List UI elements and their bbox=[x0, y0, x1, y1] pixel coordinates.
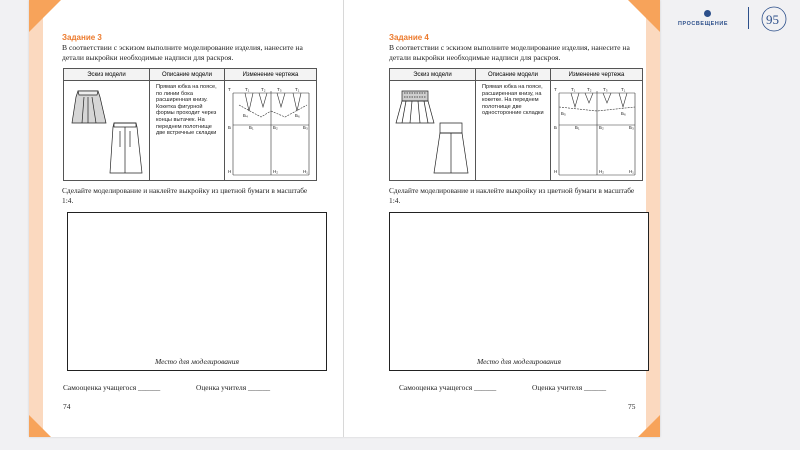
drawing-label: Б bbox=[228, 125, 231, 130]
pattern-drawing-cell bbox=[225, 81, 317, 181]
teacher-assessment: Оценка учителя ______ bbox=[196, 383, 271, 392]
drawing-label: Б₁ bbox=[249, 125, 254, 130]
drawing-label: T₁ bbox=[571, 87, 576, 92]
task-table bbox=[63, 68, 317, 181]
teacher-assessment: Оценка учителя ______ bbox=[532, 383, 607, 392]
drawing-label: T₃ bbox=[277, 87, 282, 92]
modeling-caption: Место для моделирования bbox=[154, 357, 240, 366]
drawing-label: T₂ bbox=[261, 87, 266, 92]
task-text: В соответствии с эскизом выполните моделирование изделия, нанесите на детали выкройки необходимые надписи для раскроя. bbox=[62, 43, 303, 62]
drawing-label: Б₁ bbox=[575, 125, 580, 130]
drawing-label: Б₅ bbox=[561, 111, 566, 116]
corner-decoration bbox=[628, 0, 660, 32]
drawing-label: Н₂ bbox=[599, 169, 604, 174]
page-number: 74 bbox=[63, 402, 71, 411]
drawing-label: T₂ bbox=[587, 87, 592, 92]
skirt-sketch bbox=[64, 81, 149, 180]
skirt-sketch bbox=[390, 81, 475, 180]
decorative-band bbox=[29, 0, 43, 437]
textbook-spread bbox=[29, 0, 660, 437]
drawing-label: T₁ bbox=[295, 87, 300, 92]
corner-decoration bbox=[29, 415, 51, 437]
drawing-label: Н₁ bbox=[303, 169, 308, 174]
drawing-label: Н bbox=[228, 169, 232, 174]
drawing-label: Б₆ bbox=[621, 111, 626, 116]
drawing-label: Б₆ bbox=[295, 113, 300, 118]
drawing-label: Н₁ bbox=[629, 169, 634, 174]
table-header: Эскиз модели bbox=[390, 69, 476, 81]
anniversary-logo bbox=[757, 4, 791, 34]
corner-decoration bbox=[29, 0, 61, 32]
table-header: Эскиз модели bbox=[64, 69, 150, 81]
task-title: Задание 3 bbox=[62, 33, 102, 42]
anniversary-number: 95 bbox=[766, 12, 779, 27]
modeling-area bbox=[67, 212, 327, 371]
drawing-label: Б₂ bbox=[599, 125, 604, 130]
modeling-area bbox=[389, 212, 649, 371]
self-assessment: Самооценка учащегося ______ bbox=[63, 383, 161, 392]
task-title: Задание 4 bbox=[389, 33, 429, 42]
table-header: Описание модели bbox=[150, 69, 225, 81]
drawing-label: T bbox=[554, 87, 557, 92]
drawing-label: T bbox=[228, 87, 231, 92]
model-description: Прямая юбка на поясе, по линии бока расширенная книзу. Кокетка фигурной формы проходит через концы вытачек. На переднем полотнище две встречные складки bbox=[156, 84, 217, 137]
drawing-label: Н bbox=[554, 169, 558, 174]
left-page bbox=[29, 0, 344, 437]
model-description: Прямая юбка на поясе, расширенная книзу, на кокетке. На переднем полотнище две односторонние складки bbox=[482, 84, 544, 117]
table-header: Описание модели bbox=[476, 69, 551, 81]
right-page bbox=[344, 0, 660, 437]
drawing-label: T₁ bbox=[245, 87, 250, 92]
drawing-label: Н₂ bbox=[273, 169, 278, 174]
drawing-label: Б₃ bbox=[303, 125, 308, 130]
anniversary-emblem-icon bbox=[757, 4, 791, 34]
model-description-cell bbox=[476, 81, 551, 181]
drawing-label: Б₂ bbox=[273, 125, 278, 130]
page-number: 75 bbox=[628, 402, 636, 411]
pattern-drawing bbox=[225, 81, 316, 180]
table-header: Изменение чертежа bbox=[225, 69, 317, 81]
publisher-logo bbox=[678, 8, 742, 30]
model-description-cell bbox=[150, 81, 225, 181]
publisher-emblem-icon bbox=[704, 10, 711, 17]
drawing-label: Б₄ bbox=[243, 113, 248, 118]
task-text: В соответствии с эскизом выполните моделирование изделия, нанесите на детали выкройки необходимые надписи для раскроя. bbox=[389, 43, 630, 62]
table-header: Изменение чертежа bbox=[551, 69, 643, 81]
model-sketch-cell bbox=[390, 81, 476, 181]
drawing-label: T₃ bbox=[603, 87, 608, 92]
corner-decoration bbox=[638, 415, 660, 437]
task-table bbox=[389, 68, 643, 181]
drawing-label: Б₃ bbox=[629, 125, 634, 130]
instruction-text: Сделайте моделирование и наклейте выкройку из цветной бумаги в масштабе 1:4. bbox=[62, 186, 308, 205]
publisher-name: ПРОСВЕЩЕНИЕ bbox=[678, 21, 729, 27]
pattern-drawing-cell bbox=[551, 81, 643, 181]
self-assessment: Самооценка учащегося ______ bbox=[399, 383, 497, 392]
instruction-text: Сделайте моделирование и наклейте выкройку из цветной бумаги в масштабе 1:4. bbox=[389, 186, 635, 205]
logo-divider bbox=[748, 7, 749, 29]
pattern-drawing bbox=[551, 81, 642, 180]
modeling-caption: Место для моделирования bbox=[476, 357, 562, 366]
drawing-label: Б bbox=[554, 125, 557, 130]
drawing-label: T₁ bbox=[621, 87, 626, 92]
model-sketch-cell bbox=[64, 81, 150, 181]
